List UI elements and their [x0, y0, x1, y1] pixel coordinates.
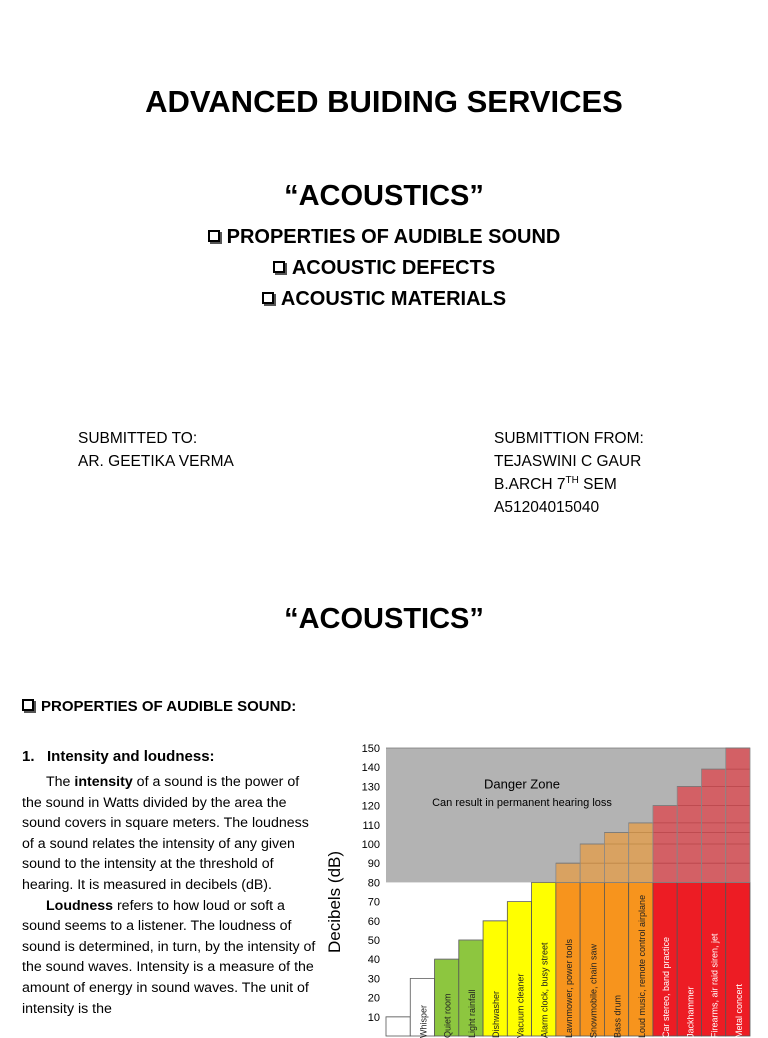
danger-zone-title: Danger Zone [484, 776, 560, 792]
y-tick-label: 70 [367, 896, 380, 909]
y-tick-label: 80 [367, 877, 380, 890]
y-tick-label: 90 [367, 858, 380, 871]
y-tick-label: 120 [361, 800, 380, 813]
category-label: Firearms, air raid siren, jet [709, 933, 720, 1038]
topic-list [0, 222, 768, 315]
y-tick-label: 110 [362, 819, 380, 832]
category-label: Lawnmower, power tools [564, 938, 574, 1038]
topic-item: ACOUSTIC MATERIALS [0, 284, 768, 315]
topic-item: ACOUSTIC DEFECTS [0, 253, 768, 284]
body-text [22, 772, 320, 1019]
danger-zone-caption: Can result in permanent hearing loss [432, 796, 612, 809]
category-label: Alarm clock, busy street [539, 942, 550, 1038]
category-label: Whisper [418, 1004, 429, 1038]
category-label: Dishwasher [491, 990, 502, 1038]
y-tick-label: 30 [367, 973, 380, 986]
checkbox-bullet-icon [273, 261, 285, 273]
category-label: Loud music, remote control airplane [636, 894, 647, 1038]
decibel-chart [322, 738, 768, 1038]
submission-from-block [494, 427, 644, 519]
paragraph-intensity: The intensity of a sound is the power of the sound in Watts divided by the area the sound covers in square meters. The loudness of a sound relates the intensity of any given sound to the intensity at the threshold of hearing. It is measured in decibels (dB). [22, 774, 309, 893]
bar [386, 1017, 410, 1036]
category-label: Car stereo, band practice [661, 936, 672, 1038]
bar-danger-part [580, 844, 604, 882]
subheading: 1. Intensity and loudness: [22, 748, 215, 765]
submission-roll: A51204015040 [494, 499, 600, 516]
page-title: ADVANCED BUIDING SERVICES [145, 84, 623, 119]
bar-danger-part [726, 748, 750, 882]
category-label: Bass drum [612, 994, 623, 1038]
subtitle: “ACOUSTICS” [284, 180, 484, 212]
y-tick-label: 140 [361, 762, 380, 775]
bar-danger-part [629, 823, 653, 883]
y-axis-label: Decibels (dB) [325, 850, 344, 954]
y-tick-label: 50 [367, 935, 380, 947]
y-tick-label: 130 [361, 781, 380, 794]
submission-course: B.ARCH 7TH SEM [494, 474, 617, 493]
bar-danger-part [604, 832, 628, 882]
y-tick-label: 10 [367, 1011, 380, 1024]
paragraph-loudness: Loudness refers to how loud or soft a sound seems to a listener. The loudness of sound is determined, in turn, by the intensity of the sound waves. Intensity is a measure of the amount of energy in sound waves. The unit of intensity is the [22, 897, 316, 1017]
bar-danger-part [701, 769, 725, 882]
section-heading: PROPERTIES OF AUDIBLE SOUND: [22, 698, 296, 715]
checkbox-bullet-icon [22, 699, 34, 711]
submission-from-label: SUBMITTION FROM: [494, 430, 644, 447]
submitted-to-block [78, 427, 234, 473]
bar-danger-part [653, 806, 677, 883]
submission-from-name: TEJASWINI C GAUR [494, 453, 642, 470]
category-label: Metal concert [733, 983, 744, 1038]
checkbox-bullet-icon [262, 292, 274, 304]
y-tick-label: 150 [361, 743, 380, 755]
bar-danger-part [677, 786, 701, 882]
bar-danger-part [556, 863, 580, 882]
category-label: Jackhammer [685, 986, 696, 1038]
category-label: Snowmobile, chain saw [588, 943, 599, 1038]
section-title: “ACOUSTICS” [284, 603, 484, 635]
category-label: Vacuum cleaner [515, 973, 526, 1038]
y-tick-label: 40 [367, 954, 380, 967]
y-tick-label: 20 [367, 992, 380, 1005]
checkbox-bullet-icon [208, 230, 220, 242]
y-tick-label: 100 [361, 839, 380, 851]
topic-item: PROPERTIES OF AUDIBLE SOUND [0, 222, 768, 253]
y-tick-label: 60 [367, 915, 380, 928]
submitted-to-label: SUBMITTED TO: [78, 430, 198, 447]
submitted-to-name: AR. GEETIKA VERMA [78, 453, 234, 470]
category-label: Quiet room [442, 993, 453, 1038]
category-label: Light rainfall [466, 989, 477, 1038]
